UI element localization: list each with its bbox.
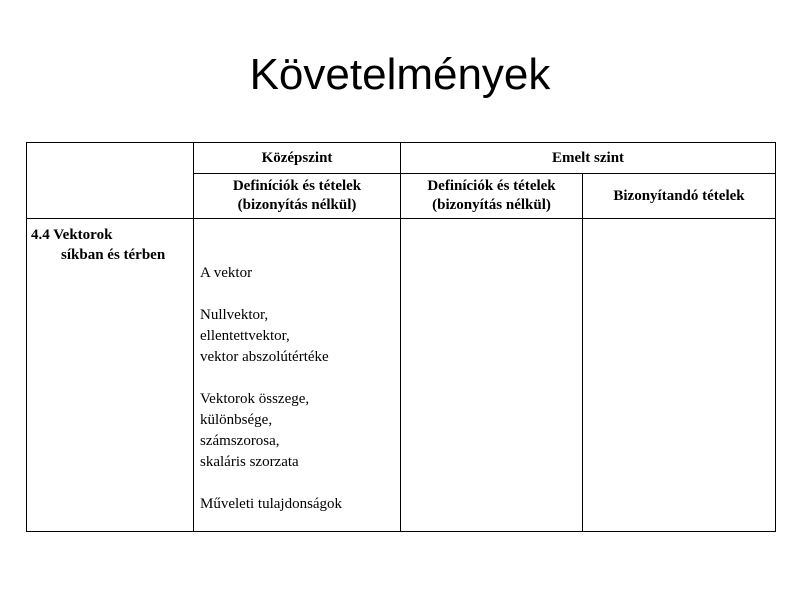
header-emelt-szint: Emelt szint	[401, 143, 776, 174]
header-emelt-definitions-line1: Definíciók és tételek	[427, 178, 556, 194]
list-item	[200, 389, 400, 473]
list-item	[200, 494, 400, 515]
item-text: ellentettvektor,	[200, 328, 290, 344]
header-kozepszint: Középszint	[194, 143, 401, 174]
topic-title-line1: 4.4 Vektorok	[31, 227, 113, 243]
header-empty-cell	[27, 143, 194, 219]
topic-cell	[27, 219, 194, 532]
list-item	[200, 305, 400, 368]
table-row	[27, 219, 776, 532]
item-text: számszorosa,	[200, 433, 280, 449]
topic-title-line2: síkban és térben	[61, 247, 166, 263]
requirements-table	[26, 142, 776, 532]
kozep-content-cell	[194, 219, 401, 532]
emelt-definitions-cell	[401, 219, 583, 532]
item-text: vektor abszolútértéke	[200, 349, 329, 365]
list-item	[200, 263, 400, 284]
item-text: különbsége,	[200, 412, 273, 428]
item-text: skaláris szorzata	[200, 454, 299, 470]
header-emelt-definitions-line2: (bizonyítás nélkül)	[432, 197, 551, 213]
item-text: Vektorok összege,	[200, 391, 310, 407]
header-kozep-definitions-line1: Definíciók és tételek	[232, 178, 362, 194]
emelt-proofs-cell	[583, 219, 776, 532]
header-row-levels	[27, 143, 776, 174]
item-text: Műveleti tulajdonságok	[200, 496, 343, 512]
item-text: Nullvektor,	[200, 307, 269, 323]
header-emelt-definitions	[401, 174, 583, 219]
header-kozep-definitions	[194, 174, 401, 219]
slide-title: Követelmények	[249, 50, 551, 99]
item-text: A vektor	[200, 265, 253, 281]
header-kozep-definitions-line2: (bizonyítás nélkül)	[237, 197, 357, 213]
header-emelt-proofs: Bizonyítandó tételek	[583, 174, 776, 219]
